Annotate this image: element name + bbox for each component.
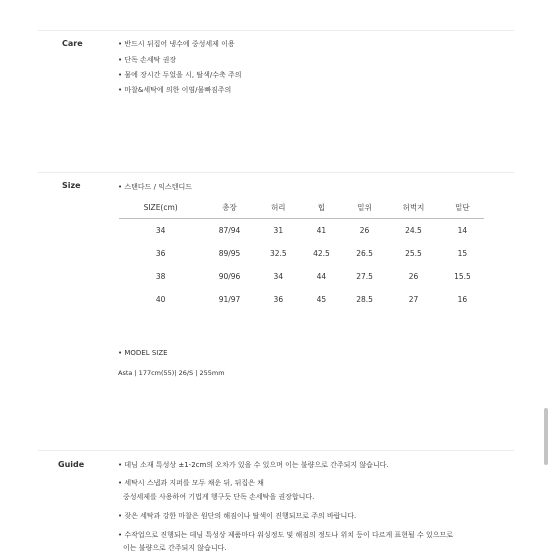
table-cell: 26 bbox=[359, 226, 370, 235]
divider-care-size bbox=[38, 172, 514, 173]
header-hip: 힙 bbox=[300, 197, 343, 219]
model-size-title: • MODEL SIZE bbox=[118, 349, 168, 357]
table-cell: 40 bbox=[155, 295, 166, 304]
table-cell: 15 bbox=[457, 249, 468, 258]
model-size-info: Asta | 177cm(55)| 26/S | 255mm bbox=[118, 369, 225, 377]
table-cell: 34 bbox=[273, 272, 284, 281]
table-cell: 42.5 bbox=[313, 249, 330, 258]
guide-line: • 잦은 세탁과 강한 마찰은 원단의 해짐이나 탈색이 진행되므로 주의 바랍니다. bbox=[118, 512, 357, 520]
table-cell: 25.5 bbox=[405, 249, 422, 258]
table-cell: 24.5 bbox=[405, 226, 422, 235]
table-cell: 26 bbox=[408, 272, 419, 281]
table-cell: 31 bbox=[273, 226, 284, 235]
table-cell: 16 bbox=[457, 295, 468, 304]
guide-line: 이는 불량으로 간주되지 않습니다. bbox=[123, 544, 227, 552]
header-waist: 허리 bbox=[257, 197, 300, 219]
scrollbar-thumb[interactable] bbox=[544, 408, 548, 465]
table-cell: 15.5 bbox=[454, 272, 471, 281]
table-cell: 44 bbox=[316, 272, 327, 281]
table-cell: 38 bbox=[155, 272, 166, 281]
guide-line: • 수작업으로 진행되는 데님 특성상 제품마다 워싱정도 및 해짐의 정도나 위치 등이 다르게 표현될 수 있으므로 bbox=[118, 531, 454, 539]
header-size: SIZE(cm) bbox=[119, 197, 202, 219]
care-label: Care bbox=[62, 39, 83, 48]
table-cell: 26.5 bbox=[356, 249, 373, 258]
care-line: • 물에 장시간 두었을 시, 탈색/수축 주의 bbox=[118, 71, 242, 79]
table-cell: 91/97 bbox=[218, 295, 241, 304]
guide-label: Guide bbox=[58, 460, 85, 469]
table-cell: 14 bbox=[457, 226, 468, 235]
guide-line: • 데님 소재 특성상 ±1-2cm의 오차가 있을 수 있으며 이는 불량으로 간주되지 않습니다. bbox=[118, 461, 389, 469]
care-line: • 마찰&세탁에 의한 이염/물빠짐주의 bbox=[118, 86, 232, 94]
table-cell: 41 bbox=[316, 226, 327, 235]
table-row bbox=[119, 288, 484, 311]
header-hem: 밑단 bbox=[441, 197, 484, 219]
divider-size-guide bbox=[38, 450, 514, 451]
header-length: 총장 bbox=[202, 197, 256, 219]
fit-type-line: • 스탠다드 / 익스텐디드 bbox=[118, 183, 193, 191]
table-cell: 32.5 bbox=[269, 249, 287, 258]
table-row bbox=[119, 242, 484, 265]
size-label: Size bbox=[62, 181, 81, 190]
table-cell: 27 bbox=[408, 295, 419, 304]
header-rise: 밑위 bbox=[343, 197, 386, 219]
care-line: • 단독 손세탁 권장 bbox=[118, 56, 177, 64]
table-cell: 89/95 bbox=[218, 249, 241, 258]
divider-top bbox=[38, 30, 514, 31]
size-table bbox=[119, 197, 484, 311]
guide-line: • 세탁시 스냅과 지퍼를 모두 채운 뒤, 뒤집은 채 bbox=[118, 479, 264, 487]
table-cell: 27.5 bbox=[356, 272, 373, 281]
guide-line: 중성세제를 사용하여 기법게 헹구듯 단독 손세탁을 권장합니다. bbox=[123, 493, 315, 501]
size-table-header-row bbox=[119, 197, 484, 219]
table-cell: 87/94 bbox=[218, 226, 241, 235]
table-row bbox=[119, 265, 484, 288]
header-thigh: 허벅지 bbox=[386, 197, 441, 219]
table-cell: 34 bbox=[155, 226, 166, 235]
table-cell: 28.5 bbox=[356, 295, 373, 304]
table-cell: 45 bbox=[316, 295, 327, 304]
table-cell: 36 bbox=[273, 295, 284, 304]
table-row bbox=[119, 219, 484, 243]
table-cell: 36 bbox=[155, 249, 166, 258]
care-line: • 반드시 뒤집어 냉수에 중성세제 이용 bbox=[118, 40, 235, 48]
table-cell: 90/96 bbox=[218, 272, 241, 281]
